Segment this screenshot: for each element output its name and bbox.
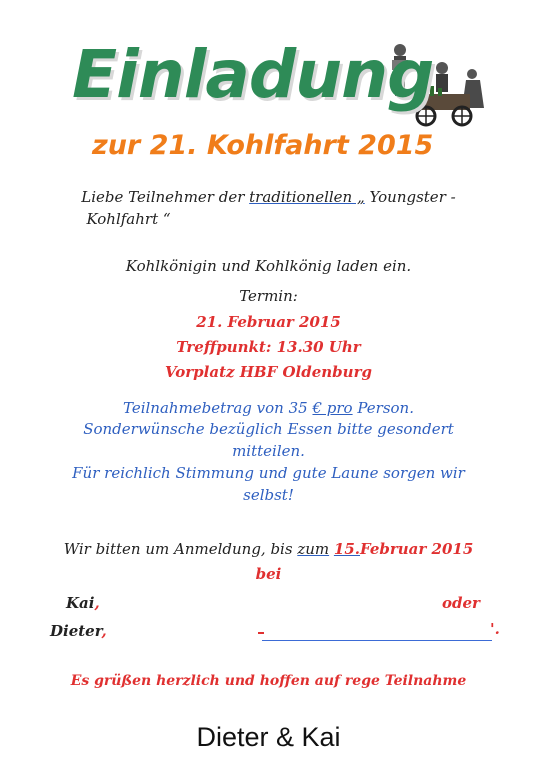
fee-suffix: Person. [352,399,414,417]
page-title: Einladung [72,36,434,113]
traditionellen-link[interactable]: traditionellen „ [249,188,365,206]
contact-kai-name: Kai [66,594,95,612]
contact-dieter-name: Dieter [50,622,102,640]
greeting-line-2: Kohlfahrt “ [86,210,171,228]
signature: Dieter & Kai [196,722,341,752]
page-subtitle: zur 21. Kohlfahrt 2015 [92,130,434,161]
registration-day[interactable]: 15. [333,540,361,558]
wishes-line-2: mitteilen. [232,442,305,460]
registration-line [0,540,537,558]
oder-label: oder [442,594,480,612]
contact-kai [66,594,100,612]
fee-prefix: Teilnahmebetrag von 35 [123,399,313,417]
termin-label: Termin: [239,287,298,305]
contact-email-link[interactable] [262,626,492,641]
contact-link-end: '. [490,620,500,638]
registration-prefix: Wir bitten um Anmeldung, bis [63,540,298,558]
greeting-prefix: Liebe Teilnehmer der [81,188,250,206]
wishes-line-1: Sonderwünsche bezüglich Essen bitte gesondert [83,420,454,438]
event-date: 21. Februar 2015 [196,313,341,331]
mood-line-1: Für reichlich Stimmung und gute Laune sorgen wir [72,464,465,482]
fee-line [0,399,537,417]
meeting-place: Vorplatz HBF Oldenburg [165,363,372,381]
contact-kai-comma: , [94,594,100,612]
greeting-line-1 [0,188,537,206]
contact-dieter [50,622,107,640]
meeting-time: Treffpunkt: 13.30 Uhr [176,338,361,356]
registration-month-year: Februar 2015 [360,540,474,558]
contact-dieter-comma: , [101,622,107,640]
zum-link[interactable]: zum [297,540,330,558]
fee-link[interactable]: € pro [312,399,353,417]
mood-line-2: selbst! [243,486,294,504]
bei-label: bei [255,565,282,583]
closing-text: Es grüßen herzlich und hoffen auf rege Teilnahme [70,673,467,689]
intro-text: Kohlkönigin und Kohlkönig laden ein. [125,257,412,275]
greeting-suffix: Youngster - [364,188,456,206]
